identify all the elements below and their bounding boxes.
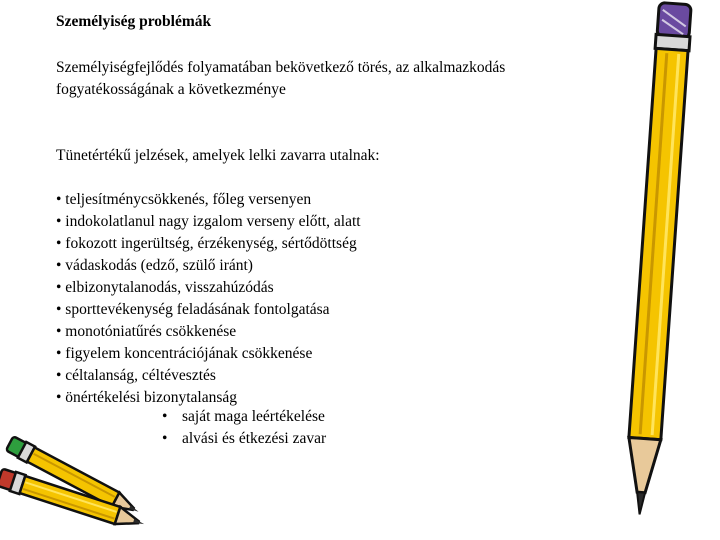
list-item: • teljesítménycsökkenés, főleg versenyen bbox=[56, 191, 312, 208]
list-item: • céltalanság, céltévesztés bbox=[56, 367, 216, 384]
intro-paragraph bbox=[56, 57, 505, 101]
sub-symptoms-list bbox=[162, 406, 326, 450]
list-item: • önértékelési bizonytalanság bbox=[56, 389, 238, 406]
list-item: • fokozott ingerültség, érzékenység, sértődöttség bbox=[56, 235, 357, 252]
slide-title: Személyiség problémák bbox=[56, 13, 212, 30]
symptoms-list bbox=[56, 189, 361, 409]
pencils-icon bbox=[0, 430, 160, 540]
intro-line-1: Személyiségfejlődés folyamatában bekövetkező törés, az alkalmazkodás bbox=[56, 59, 506, 76]
list-item: • elbizonytalanodás, visszahúzódás bbox=[56, 279, 274, 296]
sub-list-item bbox=[162, 428, 326, 450]
sub-list-item bbox=[162, 406, 326, 428]
list-item: • indokolatlanul nagy izgalom verseny előtt, alatt bbox=[56, 213, 361, 230]
list-item: • sporttevékenység feladásának fontolgatása bbox=[56, 301, 330, 318]
intro-line-2: fogyatékosságának a következménye bbox=[56, 81, 286, 98]
symptoms-heading: Tünetértékű jelzések, amelyek lelki zavarra utalnak: bbox=[56, 147, 380, 164]
pencil-icon bbox=[594, 0, 720, 540]
list-item: • vádaskodás (edző, szülő iránt) bbox=[56, 257, 253, 274]
list-item: • monotóniatűrés csökkenése bbox=[56, 323, 237, 340]
sub-list-item-text: saját maga leértékelése bbox=[182, 408, 325, 425]
sub-bullet: • bbox=[162, 430, 168, 447]
sub-bullet: • bbox=[162, 408, 168, 425]
sub-list-item-text: alvási és étkezési zavar bbox=[182, 430, 327, 447]
list-item: • figyelem koncentrációjának csökkenése bbox=[56, 345, 313, 362]
